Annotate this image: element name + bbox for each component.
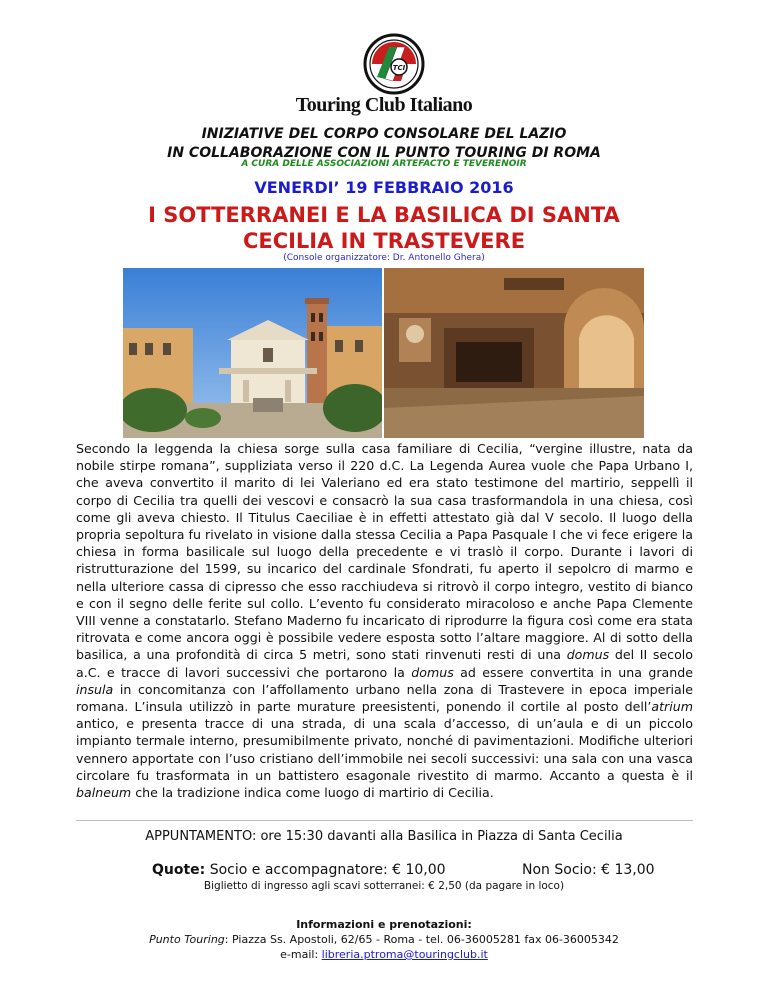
- underground-photo: [384, 268, 644, 438]
- brand-name: Touring Club Italiano: [295, 94, 473, 116]
- ticket-price: Biglietto di ingresso agli scavi sotterranei: € 2,50 (da pagare in loco): [203, 880, 565, 892]
- title-line-1: I SOTTERRANEI E LA BASILICA DI SANTA: [148, 203, 620, 227]
- email-link[interactable]: libreria.ptroma@touringclub.it: [321, 948, 488, 961]
- history-text: Secondo la leggenda la chiesa sorge sulla casa familiare di Cecilia, “vergine illustre, nata da nobile stirpe romana”, suppliziata verso il 220 d.C. La Legenda Aurea vuole che Papa Urbano I, che aveva convertito il marito di lei Valeriano ed era stato testimone del martirio, seppellì il corpo di Cecilia tra quelli dei vescovi e consacrò la sua casa trasformandola in una chiesa, così come gli aveva chiesto. Il Titulus Caeciliae è in effetti attestato già dal V secolo. Il luogo della propria sepoltura fu rivelato in visione dalla stessa Cecilia a Papa Pasquale I che vi fece erigere la chiesa in forma basilicale sul luogo della precedente e vi traslò il corpo. Durante i lavori di ristrutturazione del 1599, su incarico del cardinale Sfondrati, fu aperto il sepolcro di marmo e nella ulteriore cassa di cipresso che esso racchiudeva si ritrovò il corpo integro, vestito di bianco e con il segno delle ferite sul collo. L’evento fu considerato miracoloso e anche Papa Clemente VIII venne a constatarlo. Stefano Maderno fu incaricato di riprodurre la figura così come era stata ritrovata e come ancora oggi è possibile vedere esposta sotto l’altare maggiore. Al di sotto della basilica, a una profondità di circa 5 metri, sono stati rinvenuti resti di una domus del II secolo a.C. e tracce di lavori successivi che portarono la domus ad essere convertita in una grande insula in concomitanza con l’affollamento urbano nella zona di Trastevere in epoca imperiale romana. L’insula utilizzò in parte murature preesistenti, ponendo il cortile al posto dell’atrium antico, e presenta tracce di una strada, di una scala d’accesso, di un’aula e di un piccolo impianto termale interno, presumibilmente privato, nonché di pavimentazioni. Modifiche ulteriori vennero apportate con l’uso cristiano dell’immobile nei secoli successivi: una sala con una vasca circolare fu trasformata in un battistero esagonale rivestito di marmo. Accanto a questa è il balneum che la tradizione indica come luogo di martirio di Cecilia.: [76, 441, 693, 801]
- prices-label: Quote:: [152, 862, 206, 878]
- org-line-2: IN COLLABORAZIONE CON IL PUNTO TOURING DI ROMA: [167, 145, 601, 161]
- price-socio: Socio e accompagnatore: € 10,00: [209, 862, 446, 878]
- price-non-socio: Non Socio: € 13,00: [522, 862, 655, 878]
- info-place: Punto Touring: [149, 933, 225, 946]
- org-line-1: INIZIATIVE DEL CORPO CONSOLARE DEL LAZIO: [201, 126, 567, 142]
- basilica-photo: [123, 268, 382, 438]
- event-title: [0, 202, 768, 254]
- tci-logo: [363, 33, 425, 95]
- prices: [152, 862, 712, 878]
- organizer-lines: [0, 125, 768, 163]
- org-line-3: A CURA DELLE ASSOCIAZIONI ARTEFACTO E TEVERENOIR: [241, 159, 527, 169]
- event-date: VENERDI’ 19 FEBBRAIO 2016: [254, 178, 514, 197]
- divider: [76, 820, 693, 821]
- info-heading: Informazioni e prenotazioni:: [296, 918, 472, 931]
- appointment: APPUNTAMENTO: ore 15:30 davanti alla Basilica in Piazza di Santa Cecilia: [145, 829, 623, 844]
- info-address: Punto Touring: Piazza Ss. Apostoli, 62/65 - Roma - tel. 06-36005281 fax 06-36005342: [149, 933, 619, 946]
- info-email: e-mail: libreria.ptroma@touringclub.it: [280, 948, 488, 961]
- title-line-2: CECILIA IN TRASTEVERE: [242, 229, 526, 253]
- logo-text: TCI: [392, 64, 406, 72]
- event-organizer: (Console organizzatore: Dr. Antonello Ghera): [283, 253, 485, 263]
